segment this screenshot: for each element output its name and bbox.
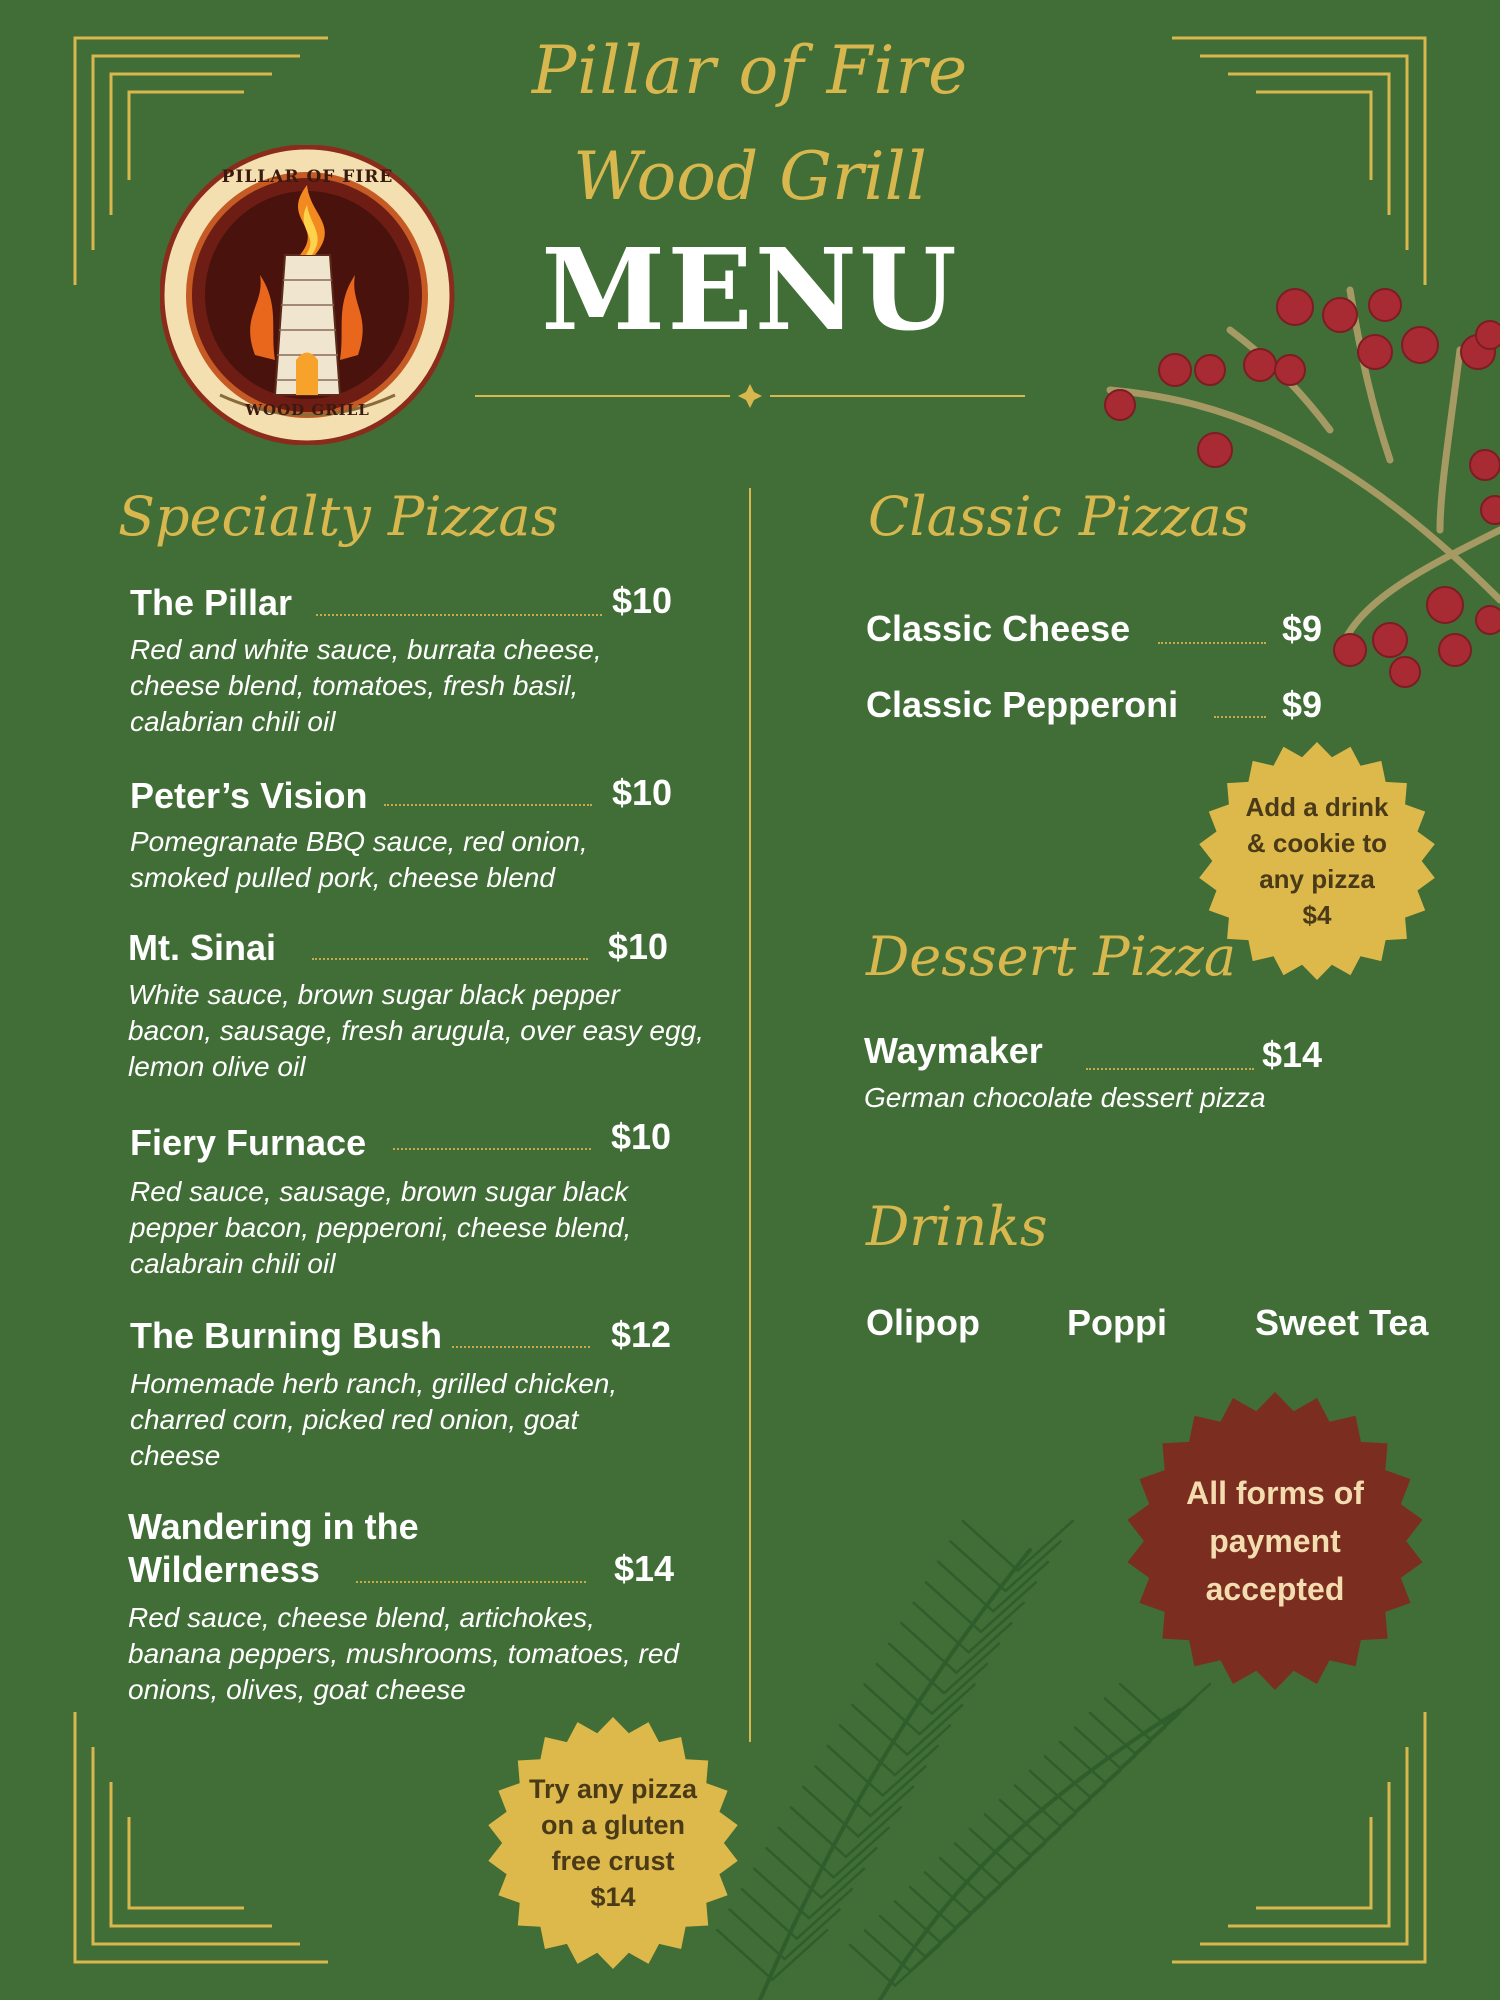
drink-item-poppi: Poppi [1067,1302,1167,1343]
price-leader-dots [1158,642,1266,644]
badge-line: on a gluten [540,1810,685,1840]
item-price: $10 [611,1116,672,1157]
item-name-line1: Wandering in the [128,1506,419,1547]
badge-line: All forms of [1186,1475,1364,1511]
price-leader-dots [1086,1068,1254,1070]
price-leader-dots [1214,716,1266,718]
item-name: Waymaker [864,1030,1043,1071]
restaurant-name-line2: Wood Grill [573,138,927,215]
price-leader-dots [312,958,588,960]
item-price: $10 [608,926,669,967]
logo-text-top: PILLAR OF FIRE [221,167,394,187]
menu-title: MENU [541,225,959,356]
badge-line: any pizza [1259,864,1375,894]
item-name: Classic Cheese [866,608,1131,649]
specialty-pizzas-heading: Specialty Pizzas [118,485,559,548]
price-leader-dots [356,1581,586,1583]
drink-item-sweet-tea: Sweet Tea [1255,1302,1429,1343]
payment-badge [1124,1390,1426,1692]
price-leader-dots [384,804,592,806]
gluten-free-badge [485,1715,741,1971]
badge-line: Try any pizza [528,1774,698,1804]
restaurant-name-line1: Pillar of Fire [531,32,969,109]
badge-line: Add a drink [1245,792,1389,822]
badge-line: free crust [551,1846,675,1876]
dessert-pizza-heading: Dessert Pizza [866,925,1237,988]
item-price: $12 [611,1314,672,1355]
item-description: Red sauce, cheese blend, artichokes, banana peppers, mushrooms, tomatoes, red onions, olives, goat cheese [128,1602,679,1705]
item-name: Fiery Furnace [130,1122,367,1163]
item-name: Mt. Sinai [128,927,277,968]
item-price: $10 [612,772,673,813]
item-name: Classic Pepperoni [866,684,1179,725]
item-name: The Burning Bush [130,1315,442,1356]
item-name: Peter’s Vision [130,775,368,816]
item-price: $10 [612,580,673,621]
item-price: $14 [1262,1034,1323,1075]
drinks-heading: Drinks [866,1195,1048,1258]
price-leader-dots [452,1346,590,1348]
item-price: $14 [614,1548,675,1589]
item-description: German chocolate dessert pizza [864,1082,1266,1113]
badge-line: payment [1209,1523,1341,1559]
badge-price: $14 [590,1882,636,1912]
logo-text-bottom: WOOD GRILL [245,401,370,419]
price-leader-dots [393,1148,591,1150]
item-price: $9 [1282,608,1323,649]
item-description: Pomegranate BBQ sauce, red onion, smoked pulled pork, cheese blend [130,826,588,893]
drink-item-olipop: Olipop [866,1302,980,1343]
item-name-line2: Wilderness [128,1549,320,1590]
item-description: White sauce, brown sugar black pepper bacon, sausage, fresh arugula, over easy egg, lemon olive oil [128,979,704,1082]
price-leader-dots [316,614,602,616]
badge-line: accepted [1205,1571,1345,1607]
item-description: Red and white sauce, burrata cheese, cheese blend, tomatoes, fresh basil, calabrian chili oil [130,634,602,737]
badge-price: $4 [1302,900,1332,930]
item-description: Homemade herb ranch, grilled chicken, charred corn, picked red onion, goat cheese [130,1368,618,1471]
badge-line: & cookie to [1246,828,1388,858]
classic-pizzas-heading: Classic Pizzas [868,485,1250,548]
item-name: The Pillar [130,582,293,623]
item-price: $9 [1282,684,1323,725]
item-description: Red sauce, sausage, brown sugar black pepper bacon, pepperoni, cheese blend, calabrain chili oil [130,1176,632,1279]
